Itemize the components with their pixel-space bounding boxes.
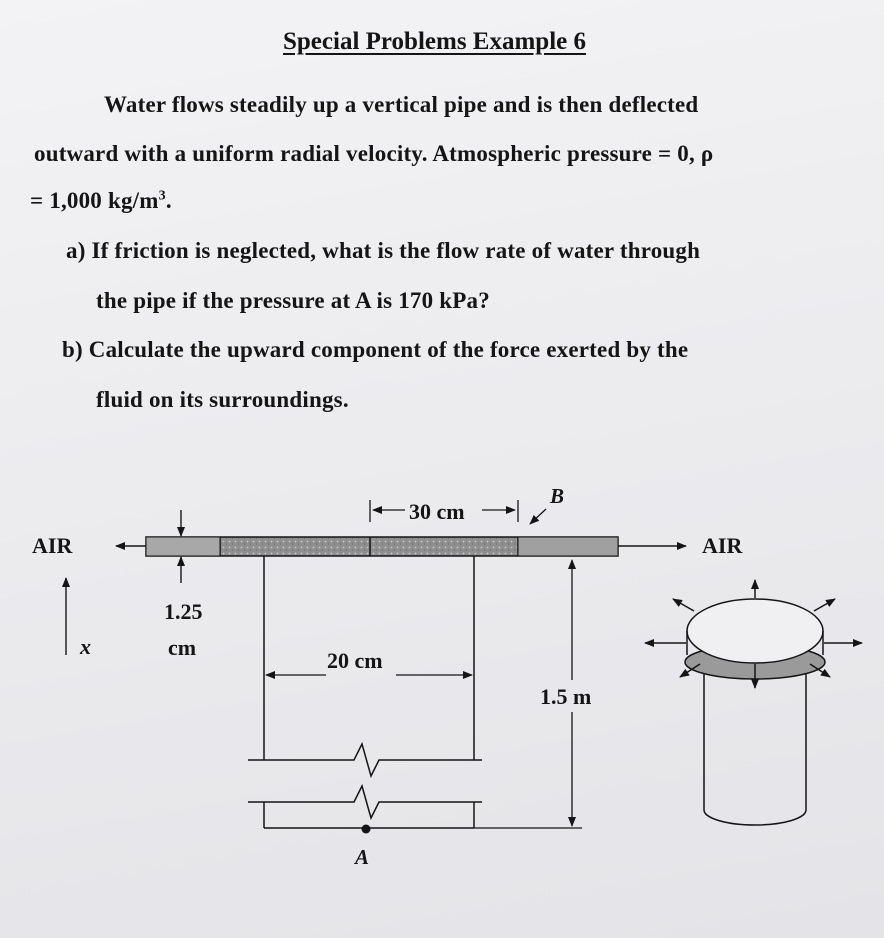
vertical-pipe xyxy=(248,556,482,828)
problem-line-2: outward with a uniform radial velocity. Atmospheric pressure = 0, ρ xyxy=(34,141,714,166)
label-pipe-diameter: 20 cm xyxy=(327,648,383,673)
density-text: = 1,000 kg/m xyxy=(30,188,159,213)
problem-line-1: Water flows steadily up a vertical pipe and is then deflected xyxy=(104,92,699,117)
label-disk-diameter: 30 cm xyxy=(409,499,465,524)
density-period: . xyxy=(165,188,172,213)
question-b-line-1: b) Calculate the upward component of the force exerted by the xyxy=(62,337,689,362)
label-point-a: A xyxy=(355,845,370,869)
point-a-marker xyxy=(362,825,371,834)
density-exponent: 3 xyxy=(158,188,166,204)
pipe-diagram xyxy=(0,440,884,938)
label-height: 1.5 m xyxy=(540,684,592,709)
problem-line-3 xyxy=(30,188,172,214)
radial-gap-disk xyxy=(146,537,618,556)
label-air-left: AIR xyxy=(32,533,73,558)
page-title: Special Problems Example 6 xyxy=(283,28,587,55)
label-x: x xyxy=(80,634,91,659)
question-a-line-1: a) If friction is neglected, what is the flow rate of water through xyxy=(66,238,701,263)
point-b-pointer xyxy=(530,509,546,524)
cylinder-sketch xyxy=(685,599,825,825)
label-gap-value: 1.25 xyxy=(164,599,203,624)
label-air-right: AIR xyxy=(702,533,743,558)
question-b-line-2: fluid on its surroundings. xyxy=(96,387,349,412)
label-point-b: B xyxy=(550,484,565,508)
label-gap-unit: cm xyxy=(168,635,197,660)
question-a-line-2: the pipe if the pressure at A is 170 kPa? xyxy=(96,288,490,313)
